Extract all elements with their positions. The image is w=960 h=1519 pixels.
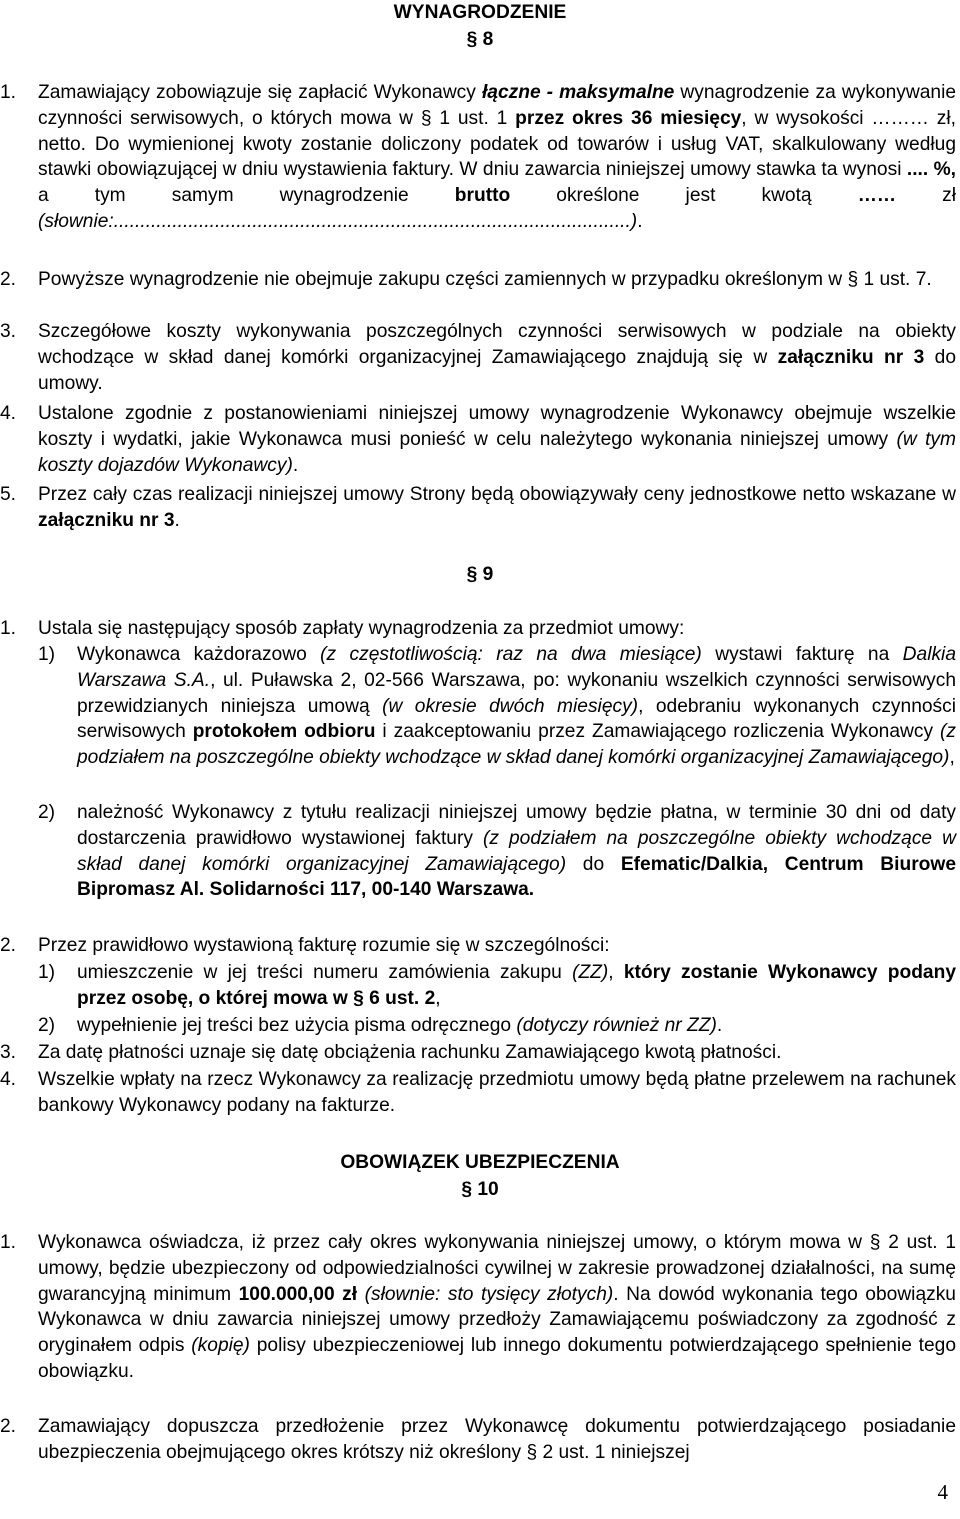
- text: , odebraniu wykonanych czynności serwisowych: [77, 695, 956, 743]
- text-italic: (z podziałem na poszczególne obiekty wchodzące w skład danej komórki organizacyjnej Zamawiającego): [77, 827, 956, 875]
- text-bold: przez okres 36 miesięcy: [515, 107, 742, 129]
- s8-item-number-1: 1.: [0, 82, 17, 103]
- text: ,: [949, 747, 955, 769]
- text: wypełnienie jej treści bez użycia pisma odręcznego: [77, 1015, 517, 1036]
- s8-paragraph-4: [38, 401, 956, 478]
- s9-subitem-number-1: 1): [38, 644, 56, 665]
- s10-paragraph-1: [38, 1230, 956, 1385]
- s8-paragraph-2: Powyższe wynagrodzenie nie obejmuje zakupu części zamiennych w przypadku określonym w § 1 ust. 7.: [38, 269, 932, 290]
- text: Szczegółowe koszty wykonywania poszczególnych czynności serwisowych w podziale na obiekty wchodzące w skład danej komórki organizacyjnej Zamawiającego znajdują się w: [38, 321, 956, 368]
- text-bold: .... %,: [906, 159, 957, 181]
- s9-subitem-1: [77, 642, 956, 771]
- text-bold: protokołem odbioru: [192, 721, 376, 743]
- text-bold: Efematic/Dalkia, Centrum Biurowe Bipromasz Al. Solidarności 117, 00-140 Warszawa.: [77, 853, 956, 901]
- paragraph-mark-10: § 10: [461, 1179, 499, 1200]
- s9-item-number-1: 1.: [0, 618, 17, 639]
- s10-item-number-2: 2.: [0, 1416, 17, 1437]
- text: zł: [896, 185, 956, 207]
- s8-paragraph-3: [38, 319, 956, 396]
- text-bold: 100.000,00 zł: [238, 1283, 358, 1305]
- text: ,: [608, 962, 624, 983]
- text-italic: (w okresie dwóch miesięcy): [382, 695, 639, 717]
- text: , w wysokości ……… zł, netto. Do wymienionej kwoty zostanie doliczony podatek od towarów i usług VAT, skalkulowany według stawki obowiązującej w dniu wystawienia faktury. W dniu zawarcia niniejszej umowy stawka ta wynosi: [38, 107, 956, 181]
- text-italic: (z częstotliwością: raz na dwa miesiące): [320, 644, 702, 665]
- s9-item-number-4: 4.: [0, 1069, 17, 1090]
- text: Przez cały czas realizacji niniejszej umowy Strony będą obowiązywały ceny jednostkowe netto wskazane w: [38, 484, 956, 505]
- section-title-ubezpieczenie: OBOWIĄZEK UBEZPIECZENIA: [340, 1152, 620, 1173]
- text-italic: (dotyczy również nr ZZ): [516, 1015, 717, 1036]
- text: i zaakceptowaniu przez Zamawiającego rozliczenia Wykonawcy: [375, 721, 941, 743]
- s8-item-number-5: 5.: [0, 484, 17, 505]
- s9-item-number-2: 2.: [0, 935, 17, 956]
- text: Wykonawca każdorazowo: [77, 644, 321, 665]
- text: do umowy.: [38, 346, 957, 394]
- section-title-wynagrodzenie: WYNAGRODZENIE: [393, 2, 567, 23]
- text-bold-italic: łączne - maksymalne: [481, 82, 675, 103]
- s9-paragraph-3: Za datę płatności uznaje się datę obciążenia rachunku Zamawiającego kwotą płatności.: [38, 1042, 782, 1063]
- text-italic: (ZZ): [572, 962, 609, 983]
- text: Ustalone zgodnie z postanowieniami niniejszej umowy wynagrodzenie Wykonawcy obejmuje wszelkie koszty i wydatki, jakie Wykonawca musi ponieść w celu należytego wykonania niniejszej umowy: [38, 403, 956, 450]
- text: . Na dowód wykonania tego obowiązku Wykonawca w dniu zawarcia niniejszej umowy przedłoży Zamawiającemu poświadczony za zgodność z oryginałem odpis: [38, 1283, 956, 1357]
- text-italic: (kopię): [191, 1335, 250, 1357]
- text-bold: ……: [857, 185, 897, 207]
- text: polisy ubezpieczeniowej lub innego dokumentu potwierdzającego spełnienie tego obowiązku.: [38, 1335, 956, 1382]
- text: .: [637, 210, 643, 232]
- s10-paragraph-2: Zamawiający dopuszcza przedłożenie przez Wykonawcę dokumentu potwierdzającego posiadanie ubezpieczenia obejmującego okres krótszy niż określony § 2 ust. 1 niniejszej: [38, 1416, 956, 1463]
- text-italic: (słownie: sto tysięcy złotych): [364, 1283, 614, 1305]
- text: Zamawiający zobowiązuje się zapłacić Wykonawcy: [38, 82, 482, 103]
- s9-subitem-number-2: 2): [38, 802, 56, 823]
- text: .: [716, 1015, 723, 1036]
- text-bold: załączniku nr 3: [777, 346, 925, 368]
- s9-p2-subitem-number-2: 2): [38, 1015, 56, 1036]
- s9-paragraph-1: Ustala się następujący sposób zapłaty wynagrodzenia za przedmiot umowy:: [38, 618, 685, 639]
- text: .: [292, 454, 299, 476]
- paragraph-mark-8: § 8: [466, 29, 494, 50]
- text-italic: (słownie:.................................................................................................): [38, 210, 638, 232]
- s9-subitem-2: [77, 800, 956, 903]
- s9-p2-subitem-number-1: 1): [38, 962, 56, 983]
- s9-paragraph-4: Wszelkie wpłaty na rzecz Wykonawcy za realizację przedmiotu umowy będą płatne przelewem na rachunek bankowy Wykonawcy podany na fakturze.: [38, 1069, 956, 1116]
- text-italic: Dalkia Warszawa S.A.: [77, 644, 956, 691]
- text: Wykonawca oświadcza, iż przez cały okres wykonywania niniejszej umowy, o którym mowa w § 2 ust. 1 umowy, będzie ubezpieczony od odpowiedzialności cywilnej w zakresie prowadzonej działalności, na sumę gwarancyjną minimum: [38, 1232, 956, 1305]
- s8-item-number-3: 3.: [0, 321, 17, 342]
- s8-paragraph-5: [38, 482, 956, 534]
- s8-paragraph-1: [38, 80, 956, 235]
- page-number: 4: [937, 1480, 948, 1504]
- text-italic: (w tym koszty dojazdów Wykonawcy): [38, 428, 956, 476]
- text: [357, 1284, 365, 1305]
- text: określone jest kwotą: [510, 185, 858, 207]
- s8-item-number-4: 4.: [0, 403, 17, 424]
- text-bold: brutto: [454, 185, 511, 207]
- s9-p2-subitem-1: [77, 960, 956, 1012]
- s8-item-number-2: 2.: [0, 269, 17, 290]
- text-italic: (z podziałem na poszczególne obiekty wchodzące w skład danej komórki organizacyjnej Zamawiającego): [77, 721, 956, 769]
- text-bold: który zostanie Wykonawcy podany przez osobę, o której mowa w § 6 ust. 2: [77, 962, 956, 1009]
- s9-paragraph-2: Przez prawidłowo wystawioną fakturę rozumie się w szczególności:: [38, 935, 610, 956]
- s10-item-number-1: 1.: [0, 1232, 17, 1253]
- text: .: [174, 509, 180, 531]
- text: do: [566, 853, 621, 875]
- text: należność Wykonawcy z tytułu realizacji niniejszej umowy będzie płatna, w terminie 30 dni od daty dostarczenia prawidłowo wystawionej faktury: [77, 802, 956, 849]
- text: umieszczenie w jej treści numeru zamówienia zakupu: [77, 962, 573, 983]
- text: wystawi fakturę na: [701, 644, 903, 665]
- text: wynagrodzenie za wykonywanie czynności serwisowych, o których mowa w § 1 ust. 1: [38, 82, 956, 129]
- paragraph-mark-9: § 9: [466, 564, 494, 585]
- text: a tym samym wynagrodzenie: [38, 185, 455, 207]
- text: , ul. Puławska 2, 02-566 Warszawa, po: wykonaniu wszelkich czynności serwisowych przewidzianych niniejsza umową: [77, 669, 956, 717]
- text-bold: załączniku nr 3: [38, 509, 175, 531]
- s9-p2-subitem-2: [77, 1013, 956, 1039]
- s9-item-number-3: 3.: [0, 1042, 17, 1063]
- text: ,: [435, 987, 441, 1009]
